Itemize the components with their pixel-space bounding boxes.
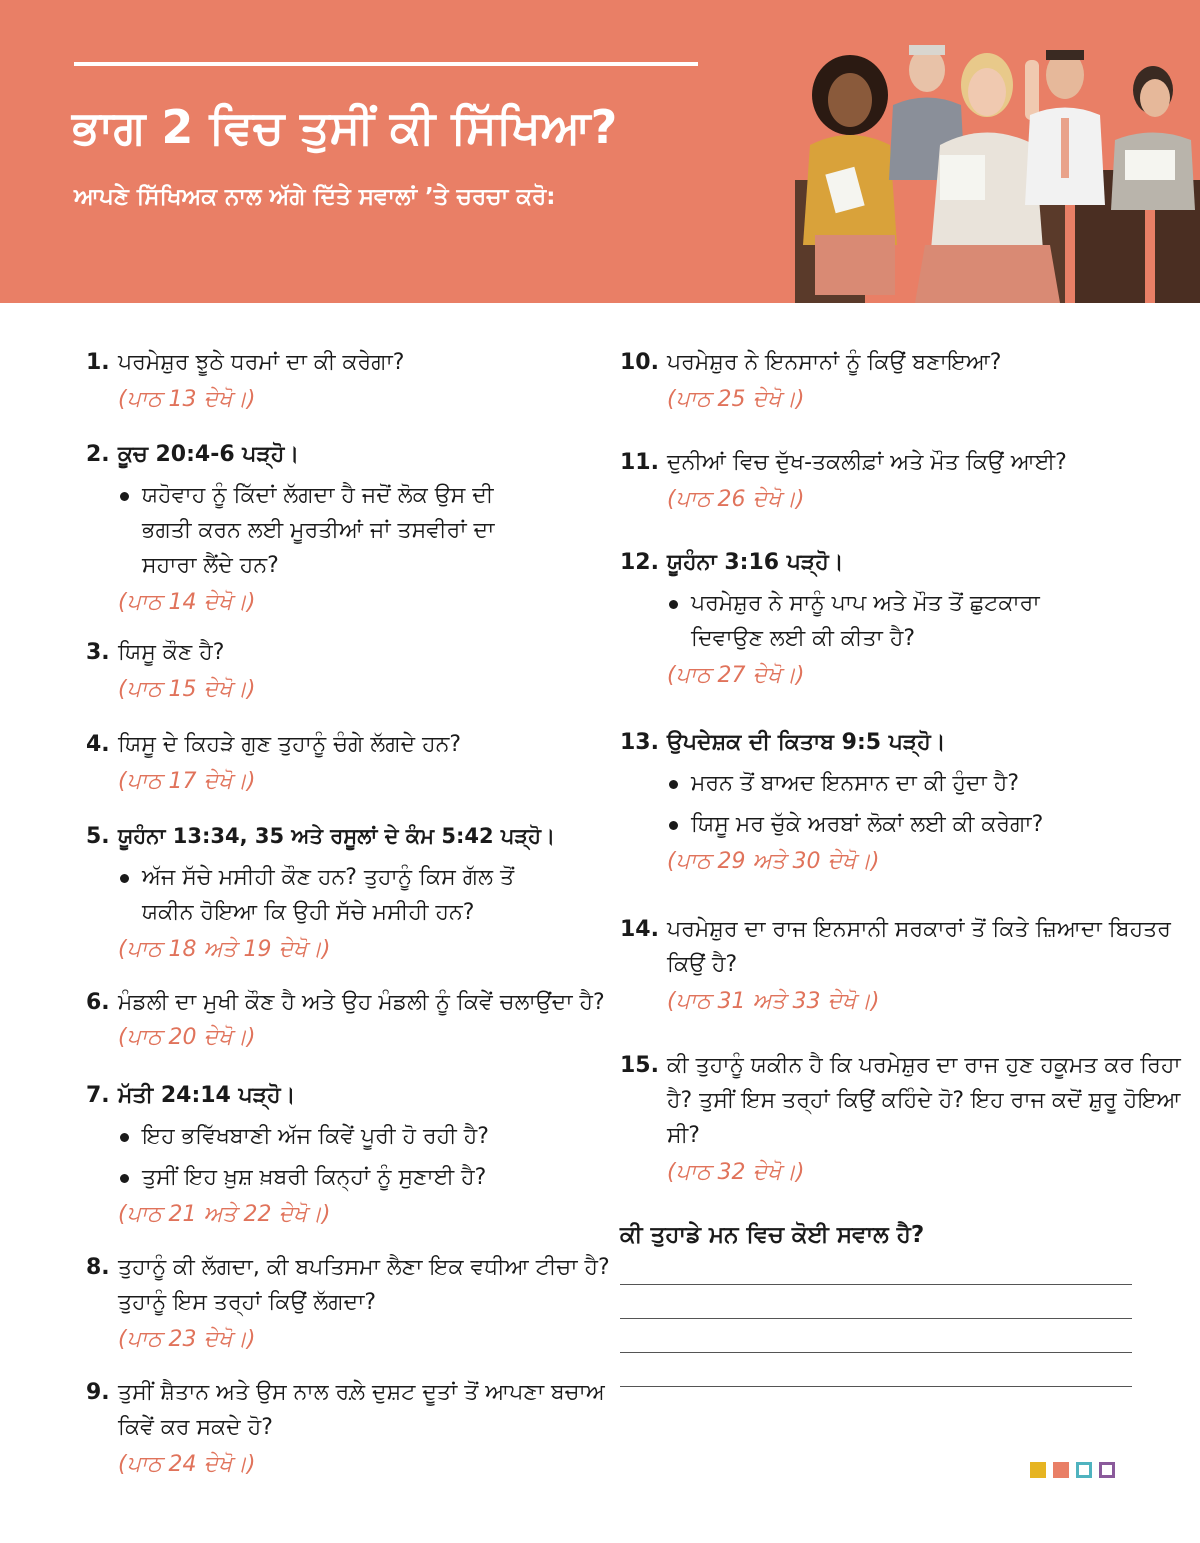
lesson-reference: (ਪਾਠ 18 ਅਤੇ 19 ਦੇਖੋ।) — [118, 937, 331, 962]
question-9 — [86, 1375, 623, 1482]
bullet-item: ਮਰਨ ਤੋਂ ਬਾਅਦ ਇਨਸਾਨ ਦਾ ਕੀ ਹੁੰਦਾ ਹੈ? — [667, 766, 1187, 801]
question-1 — [86, 345, 623, 417]
question-text: ਮੰਡਲੀ ਦਾ ਮੁਖੀ ਕੌਣ ਹੈ ਅਤੇ ਉਹ ਮੰਡਲੀ ਨੂੰ ਕਿਵੇਂ ਚਲਾਉਂਦਾ ਹੈ? — [118, 990, 605, 1015]
illustration-people-seated — [775, 30, 1200, 303]
lesson-reference: (ਪਾਠ 13 ਦੇਖੋ।) — [118, 387, 256, 412]
question-number: 11. — [620, 450, 659, 475]
question-4 — [86, 727, 623, 799]
lesson-reference: (ਪਾਠ 20 ਦੇਖੋ।) — [118, 1025, 256, 1050]
question-text: ਕੀ ਤੁਹਾਨੂੰ ਯਕੀਨ ਹੈ ਕਿ ਪਰਮੇਸ਼ੁਰ ਦਾ ਰਾਜ ਹੁਣ ਹਕੂਮਤ ਕਰ ਰਿਹਾ ਹੈ? ਤੁਸੀਂ ਇਸ ਤਰ੍ਹਾਂ ਕਿਉਂ ਕਹਿੰਦੇ ਹੋ? ਇਹ ਰਾਜ ਕਦੋਂ ਸ਼ੁਰੂ ਹੋਇਆ ਸੀ? — [667, 1053, 1181, 1148]
note-line[interactable] — [620, 1386, 1132, 1387]
header-banner — [0, 0, 1200, 303]
scripture-reading: ਮੱਤੀ 24:14 ਪੜ੍ਹੋ। — [118, 1083, 296, 1108]
bullet-item: ਪਰਮੇਸ਼ੁਰ ਨੇ ਸਾਨੂੰ ਪਾਪ ਅਤੇ ਮੌਤ ਤੋਂ ਛੁਟਕਾਰਾ ਦਿਵਾਉਣ ਲਈ ਕੀ ਕੀਤਾ ਹੈ? — [667, 586, 1091, 656]
question-15 — [620, 1048, 1187, 1190]
decorative-squares — [1030, 1462, 1115, 1478]
square-filled-coral — [1053, 1462, 1069, 1478]
question-2 — [86, 437, 623, 620]
question-number: 6. — [86, 990, 110, 1015]
lesson-reference: (ਪਾਠ 21 ਅਤੇ 22 ਦੇਖੋ।) — [118, 1202, 331, 1227]
question-number: 3. — [86, 640, 110, 665]
question-12 — [620, 545, 1187, 693]
scripture-reading: ਉਪਦੇਸ਼ਕ ਦੀ ਕਿਤਾਬ 9:5 ਪੜ੍ਹੋ। — [667, 730, 946, 755]
lesson-reference: (ਪਾਠ 15 ਦੇਖੋ।) — [118, 677, 256, 702]
question-6 — [86, 985, 623, 1055]
note-line[interactable] — [620, 1352, 1132, 1353]
bullet-item: ਇਹ ਭਵਿੱਖਬਾਣੀ ਅੱਜ ਕਿਵੇਂ ਪੂਰੀ ਹੋ ਰਹੀ ਹੈ? — [118, 1119, 623, 1154]
square-outline-purple — [1099, 1462, 1115, 1478]
question-7 — [86, 1078, 623, 1232]
question-10 — [620, 345, 1187, 417]
question-number: 9. — [86, 1380, 110, 1405]
question-text: ਪਰਮੇਸ਼ੁਰ ਦਾ ਰਾਜ ਇਨਸਾਨੀ ਸਰਕਾਰਾਂ ਤੋਂ ਕਿਤੇ ਜ਼ਿਆਦਾ ਬਿਹਤਰ ਕਿਉਂ ਹੈ? — [667, 917, 1171, 977]
question-text: ਯਿਸੂ ਕੌਣ ਹੈ? — [118, 640, 225, 665]
question-text: ਪਰਮੇਸ਼ੁਰ ਝੂਠੇ ਧਰਮਾਂ ਦਾ ਕੀ ਕਰੇਗਾ? — [118, 350, 405, 375]
lesson-reference: (ਪਾਠ 32 ਦੇਖੋ।) — [667, 1160, 805, 1185]
question-number: 4. — [86, 732, 110, 757]
note-line[interactable] — [620, 1284, 1132, 1285]
question-3 — [86, 635, 623, 707]
question-number: 7. — [86, 1083, 110, 1108]
header-rule — [74, 62, 698, 66]
question-number: 5. — [86, 824, 110, 849]
bullet-item: ਤੁਸੀਂ ਇਹ ਖ਼ੁਸ਼ ਖ਼ਬਰੀ ਕਿਨ੍ਹਾਂ ਨੂੰ ਸੁਣਾਈ ਹੈ? — [118, 1160, 623, 1195]
page-title: ਭਾਗ 2 ਵਿਚ ਤੁਸੀਂ ਕੀ ਸਿੱਖਿਆ? — [72, 100, 618, 154]
question-text: ਯਿਸੂ ਦੇ ਕਿਹੜੇ ਗੁਣ ਤੁਹਾਨੂੰ ਚੰਗੇ ਲੱਗਦੇ ਹਨ? — [118, 732, 461, 757]
bullet-item: ਯਿਸੂ ਮਰ ਚੁੱਕੇ ਅਰਬਾਂ ਲੋਕਾਂ ਲਈ ਕੀ ਕਰੇਗਾ? — [667, 807, 1187, 842]
lesson-reference: (ਪਾਠ 26 ਦੇਖੋ।) — [667, 487, 805, 512]
question-number: 13. — [620, 730, 659, 755]
lesson-reference: (ਪਾਠ 31 ਅਤੇ 33 ਦੇਖੋ।) — [667, 989, 880, 1014]
lesson-reference: (ਪਾਠ 23 ਦੇਖੋ।) — [118, 1327, 256, 1352]
lesson-reference: (ਪਾਠ 29 ਅਤੇ 30 ਦੇਖੋ।) — [667, 849, 880, 874]
question-number: 14. — [620, 917, 659, 942]
lesson-reference: (ਪਾਠ 24 ਦੇਖੋ।) — [118, 1452, 256, 1477]
question-number: 8. — [86, 1255, 110, 1280]
question-14 — [620, 912, 1187, 1019]
square-outline-teal — [1076, 1462, 1092, 1478]
question-11 — [620, 445, 1187, 517]
question-text: ਦੁਨੀਆਂ ਵਿਚ ਦੁੱਖ-ਤਕਲੀਫ਼ਾਂ ਅਤੇ ਮੌਤ ਕਿਉਂ ਆਈ? — [667, 450, 1067, 475]
page-subtitle: ਆਪਣੇ ਸਿੱਖਿਅਕ ਨਾਲ ਅੱਗੇ ਦਿੱਤੇ ਸਵਾਲਾਂ ’ਤੇ ਚਰਚਾ ਕਰੋ: — [74, 184, 556, 210]
question-text: ਤੁਹਾਨੂੰ ਕੀ ਲੱਗਦਾ, ਕੀ ਬਪਤਿਸਮਾ ਲੈਣਾ ਇਕ ਵਧੀਆ ਟੀਚਾ ਹੈ? ਤੁਹਾਨੂੰ ਇਸ ਤਰ੍ਹਾਂ ਕਿਉਂ ਲੱਗਦਾ? — [118, 1255, 610, 1315]
question-number: 1. — [86, 350, 110, 375]
lesson-reference: (ਪਾਠ 25 ਦੇਖੋ।) — [667, 387, 805, 412]
question-number: 2. — [86, 442, 110, 467]
question-5 — [86, 819, 623, 967]
question-number: 10. — [620, 350, 659, 375]
lesson-reference: (ਪਾਠ 27 ਦੇਖੋ।) — [667, 663, 805, 688]
question-13 — [620, 725, 1187, 879]
question-text: ਪਰਮੇਸ਼ੁਰ ਨੇ ਇਨਸਾਨਾਂ ਨੂੰ ਕਿਉਂ ਬਣਾਇਆ? — [667, 350, 1002, 375]
square-filled-yellow — [1030, 1462, 1046, 1478]
question-8 — [86, 1250, 623, 1357]
note-line[interactable] — [620, 1318, 1132, 1319]
question-text: ਤੁਸੀਂ ਸ਼ੈਤਾਨ ਅਤੇ ਉਸ ਨਾਲ ਰਲ਼ੇ ਦੁਸ਼ਟ ਦੂਤਾਂ ਤੋਂ ਆਪਣਾ ਬਚਾਅ ਕਿਵੇਂ ਕਰ ਸਕਦੇ ਹੋ? — [118, 1380, 605, 1440]
question-number: 12. — [620, 550, 659, 575]
bullet-item: ਅੱਜ ਸੱਚੇ ਮਸੀਹੀ ਕੌਣ ਹਨ? ਤੁਹਾਨੂੰ ਕਿਸ ਗੱਲ ਤੋਂ ਯਕੀਨ ਹੋਇਆ ਕਿ ਉਹੀ ਸੱਚੇ ਮਸੀਹੀ ਹਨ? — [118, 860, 562, 930]
bullet-item: ਯਹੋਵਾਹ ਨੂੰ ਕਿੱਦਾਂ ਲੱਗਦਾ ਹੈ ਜਦੋਂ ਲੋਕ ਉਸ ਦੀ ਭਗਤੀ ਕਰਨ ਲਈ ਮੂਰਤੀਆਂ ਜਾਂ ਤਸਵੀਰਾਂ ਦਾ ਸਹਾਰਾ ਲੈਂਦੇ ਹਨ? — [118, 478, 532, 583]
notes-prompt: ਕੀ ਤੁਹਾਡੇ ਮਨ ਵਿਚ ਕੋਈ ਸਵਾਲ ਹੈ? — [620, 1222, 925, 1248]
scripture-reading: ਯੂਹੰਨਾ 3:16 ਪੜ੍ਹੋ। — [667, 550, 844, 575]
scripture-reading: ਯੂਹੰਨਾ 13:34, 35 ਅਤੇ ਰਸੂਲਾਂ ਦੇ ਕੰਮ 5:42 ਪੜ੍ਹੋ। — [118, 824, 556, 848]
lesson-reference: (ਪਾਠ 17 ਦੇਖੋ।) — [118, 769, 256, 794]
lesson-reference: (ਪਾਠ 14 ਦੇਖੋ।) — [118, 590, 256, 615]
scripture-reading: ਕੂਚ 20:4-6 ਪੜ੍ਹੋ। — [118, 442, 300, 467]
question-number: 15. — [620, 1053, 659, 1078]
